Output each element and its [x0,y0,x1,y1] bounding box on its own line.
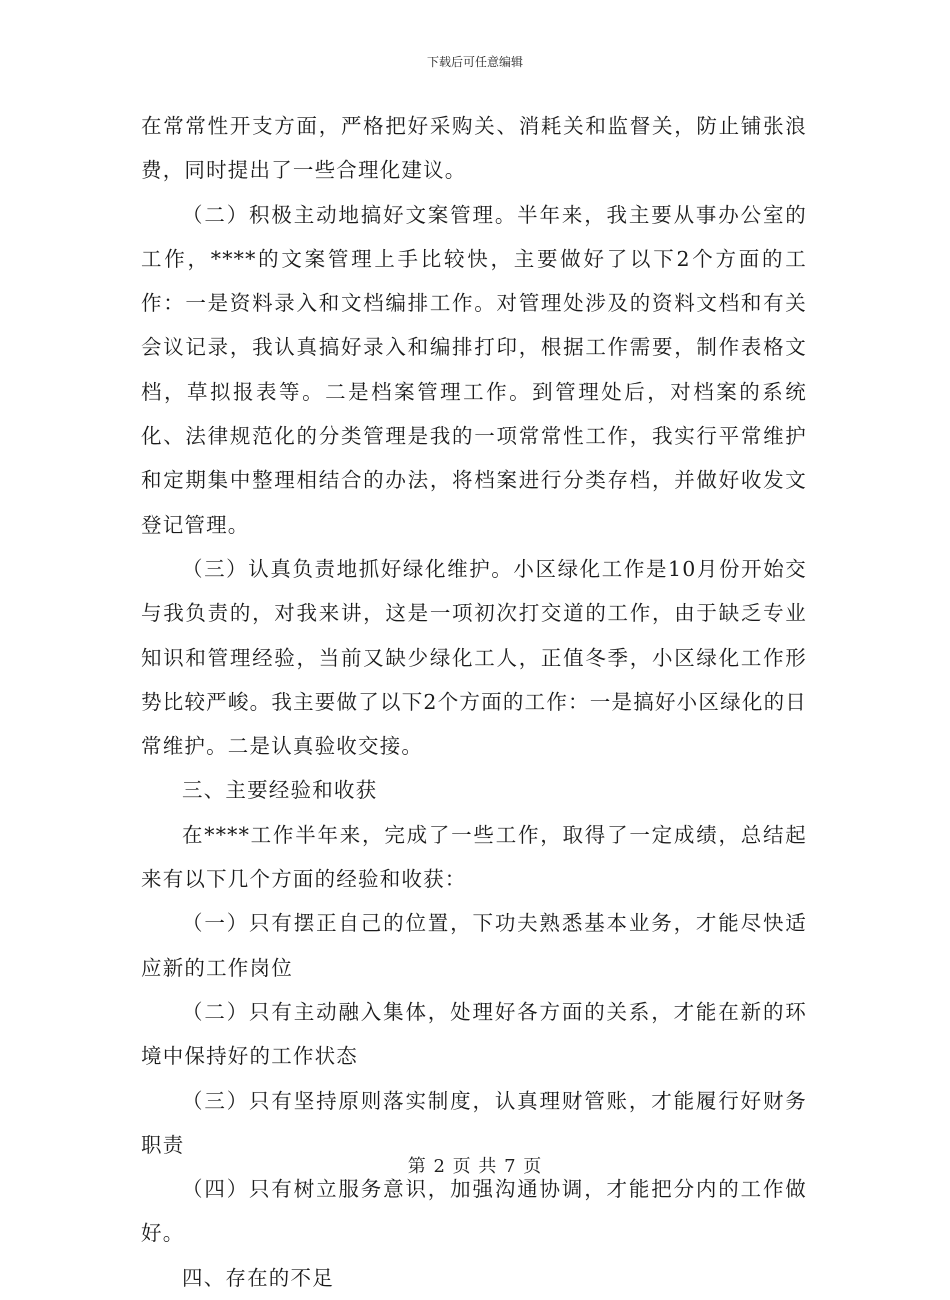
paragraph: （二）积极主动地搞好文案管理。半年来，我主要从事办公室的工作，****的文案管理上手比较快，主要做好了以下2个方面的工作：一是资料录入和文档编排工作。对管理处涉及的资料文档和有关会议记录，我认真搞好录入和编排打印，根据工作需要，制作表格文档，草拟报表等。二是档案管理工作。到管理处后，对档案的系统化、法律规范化的分类管理是我的一项常常性工作，我实行平常维护和定期集中整理相结合的办法，将档案进行分类存档，并做好收发文登记管理。 [141,202,807,537]
document-body [141,104,807,1300]
section-heading: 四、存在的不足 [182,1265,334,1290]
paragraph: 在****工作半年来，完成了一些工作，取得了一定成绩，总结起来有以下几个方面的经验和收获： [141,822,807,892]
page-number: 第 2 页 共 7 页 [407,1156,543,1177]
page-header: 下载后可任意编辑 [426,55,523,69]
section-heading: 三、主要经验和收获 [182,778,378,803]
list-item: （四）只有树立服务意识，加强沟通协调，才能把分内的工作做好。 [141,1177,807,1246]
paragraph: （三）认真负责地抓好绿化维护。小区绿化工作是10月份开始交与我负责的，对我来讲，这是一项初次打交道的工作，由于缺乏专业知识和管理经验，当前又缺少绿化工人，正值冬季，小区绿化工作形势比较严峻。我主要做了以下2个方面的工作：一是搞好小区绿化的日常维护。二是认真验收交接。 [141,556,807,759]
list-item: （一）只有摆正自己的位置，下功夫熟悉基本业务，才能尽快适应新的工作岗位 [141,911,807,980]
paragraph: 在常常性开支方面，严格把好采购关、消耗关和监督关，防止铺张浪费，同时提出了一些合理化建议。 [141,114,807,183]
list-item: （三）只有坚持原则落实制度，认真理财管账，才能履行好财务职责 [141,1088,807,1157]
list-item: （二）只有主动融入集体，处理好各方面的关系，才能在新的环境中保持好的工作状态 [141,999,807,1069]
